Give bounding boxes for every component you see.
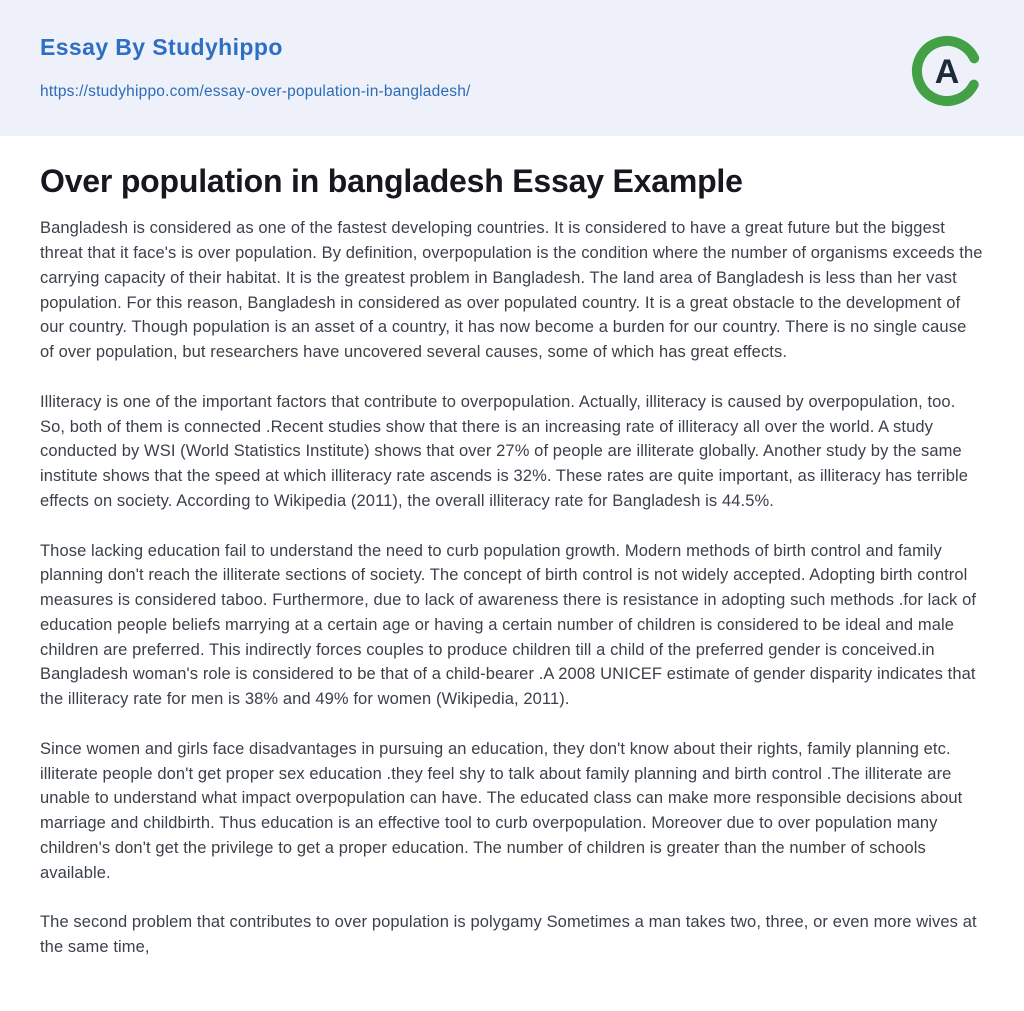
essay-content bbox=[0, 136, 1024, 980]
essay-title: Over population in bangladesh Essay Example bbox=[40, 163, 743, 199]
essay-paragraph-3: Those lacking education fail to understand the need to curb population growth. Modern methods of birth control and family planning don't reach the illiterate sections of society. The concept of birth control is not widely accepted. Adopting birth control measures is considered taboo. Furthermore, due to lack of awareness there is resistance in adopting such methods .for lack of education people beliefs marrying at a certain age or having a certain number of children is considered to be ideal and male children are preferred. This indirectly forces couples to produce children till a child of the preferred gender is conceived.in Bangladesh woman's role is considered to be that of a child-bearer .A 2008 UNICEF estimate of gender disparity indicates that the illiteracy rate for men is 38% and 49% for women (Wikipedia, 2011). bbox=[40, 541, 977, 709]
site-title: Essay By Studyhippo bbox=[40, 34, 283, 60]
header-text-block bbox=[40, 34, 471, 101]
essay-url-link[interactable]: https://studyhippo.com/essay-over-population-in-bangladesh/ bbox=[40, 83, 471, 100]
logo-ring-icon bbox=[910, 34, 984, 108]
essay-paragraph-1: Bangladesh is considered as one of the fastest developing countries. It is considered to have a great future but the biggest threat that it face's is over population. By definition, overpopulation is the condition where the number of organisms exceeds the carrying capacity of their habitat. It is the greatest problem in Bangladesh. The land area of Bangladesh is less than her vast population. For this reason, Bangladesh in considered as over populated country. It is a great obstacle to the development of our country. Though population is an asset of a country, it has now become a burden for our country. There is no single cause of over population, but researchers have uncovered several causes, some of which has great effects. bbox=[40, 219, 983, 362]
essay-paragraph-4: Since women and girls face disadvantages in pursuing an education, they don't know about their rights, family planning etc. illiterate people don't get proper sex education .they feel shy to talk about family planning and birth control .The illiterate are unable to understand what impact overpopulation can have. The educated class can make more responsible decisions about marriage and childbirth. Thus education is an effective tool to curb overpopulation. Moreover due to over population many children's don't get the privilege to get a proper education. The number of children is greater than the number of schools available. bbox=[40, 739, 963, 882]
essay-paragraph-5: The second problem that contributes to over population is polygamy Sometimes a man takes two, three, or even more wives at the same time, bbox=[40, 913, 977, 957]
essay-paragraph-2: Illiteracy is one of the important factors that contribute to overpopulation. Actually, illiteracy is caused by overpopulation, too. So, both of them is connected .Recent studies show that there is an increasing rate of illiteracy all over the world. A study conducted by WSI (World Statistics Institute) shows that over 27% of people are illiterate globally. Another study by the same institute shows that the speed at which illiteracy rate ascends is 32%. These rates are quite important, as illiteracy has terrible effects on society. According to Wikipedia (2011), the overall illiteracy rate for Bangladesh is 44.5%. bbox=[40, 392, 969, 510]
page-header bbox=[0, 0, 1024, 136]
logo-letter: A bbox=[934, 53, 960, 91]
studyhippo-logo bbox=[910, 34, 984, 108]
